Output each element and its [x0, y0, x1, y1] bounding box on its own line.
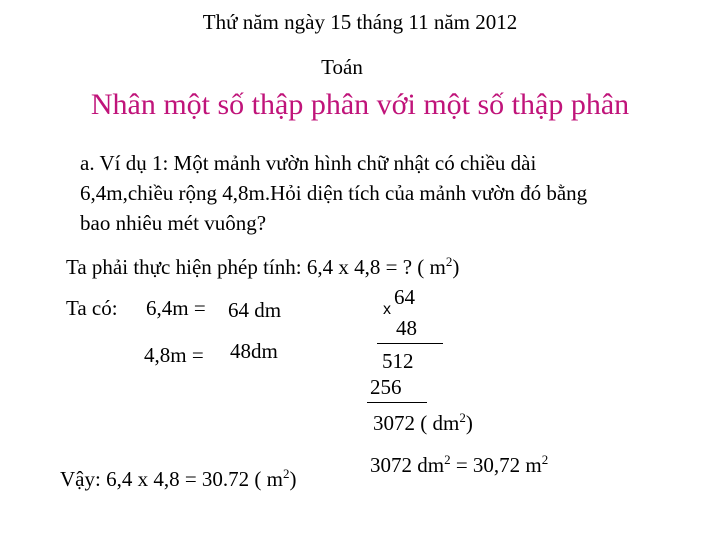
- final-left: 3072 dm: [370, 453, 445, 477]
- conclusion-text: Vậy: 6,4 x 4,8 = 30.72 ( m: [60, 467, 283, 491]
- partial-product-1: 512: [382, 349, 414, 373]
- conversion-b-right: 48dm: [230, 339, 278, 363]
- operation-close: ): [452, 255, 460, 279]
- final-right: = 30,72 m: [450, 453, 542, 477]
- problem-line-1: a. Ví dụ 1: Một mảnh vườn hình chữ nhật có chiều dài: [80, 151, 537, 175]
- result-exponent: 2: [459, 410, 466, 425]
- result-text: 3072 ( dm: [373, 411, 460, 435]
- conclusion-exponent: 2: [283, 466, 290, 481]
- final-left-exponent: 2: [444, 452, 451, 467]
- multiply-rule-bottom: [367, 402, 427, 403]
- conversion-prefix: Ta có:: [66, 296, 118, 320]
- example-problem: [80, 148, 680, 238]
- conclusion-statement: [60, 466, 297, 492]
- multiply-sign: x: [383, 301, 391, 318]
- lesson-date: Thứ năm ngày 15 tháng 11 năm 2012: [202, 10, 518, 34]
- conclusion-close: ): [289, 467, 297, 491]
- final-conversion: [370, 452, 548, 478]
- conversion-b-left: 4,8m =: [144, 343, 204, 367]
- lesson-title: Nhân một số thập phân với một số thập phân: [90, 88, 630, 121]
- partial-product-2: 256: [370, 375, 402, 399]
- result-close: ): [465, 411, 473, 435]
- final-right-exponent: 2: [541, 452, 549, 467]
- multiplication-result: [373, 410, 473, 436]
- problem-line-2: 6,4m,chiều rộng 4,8m.Hỏi diện tích của mảnh vườn đó bằng: [80, 181, 588, 205]
- subject-label: Toán: [321, 55, 363, 79]
- operation-text: Ta phải thực hiện phép tính: 6,4 x 4,8 = ? ( m: [66, 255, 446, 279]
- multiply-rule-top: [377, 343, 443, 344]
- multiplier: 48: [396, 316, 417, 340]
- multiplicand: 64: [394, 285, 415, 309]
- conversion-a-left: 6,4m =: [146, 296, 206, 320]
- operation-exponent: 2: [445, 254, 453, 269]
- problem-line-3: bao nhiêu mét vuông?: [80, 211, 267, 235]
- conversion-a-right: 64 dm: [228, 298, 282, 322]
- operation-statement: [66, 254, 459, 280]
